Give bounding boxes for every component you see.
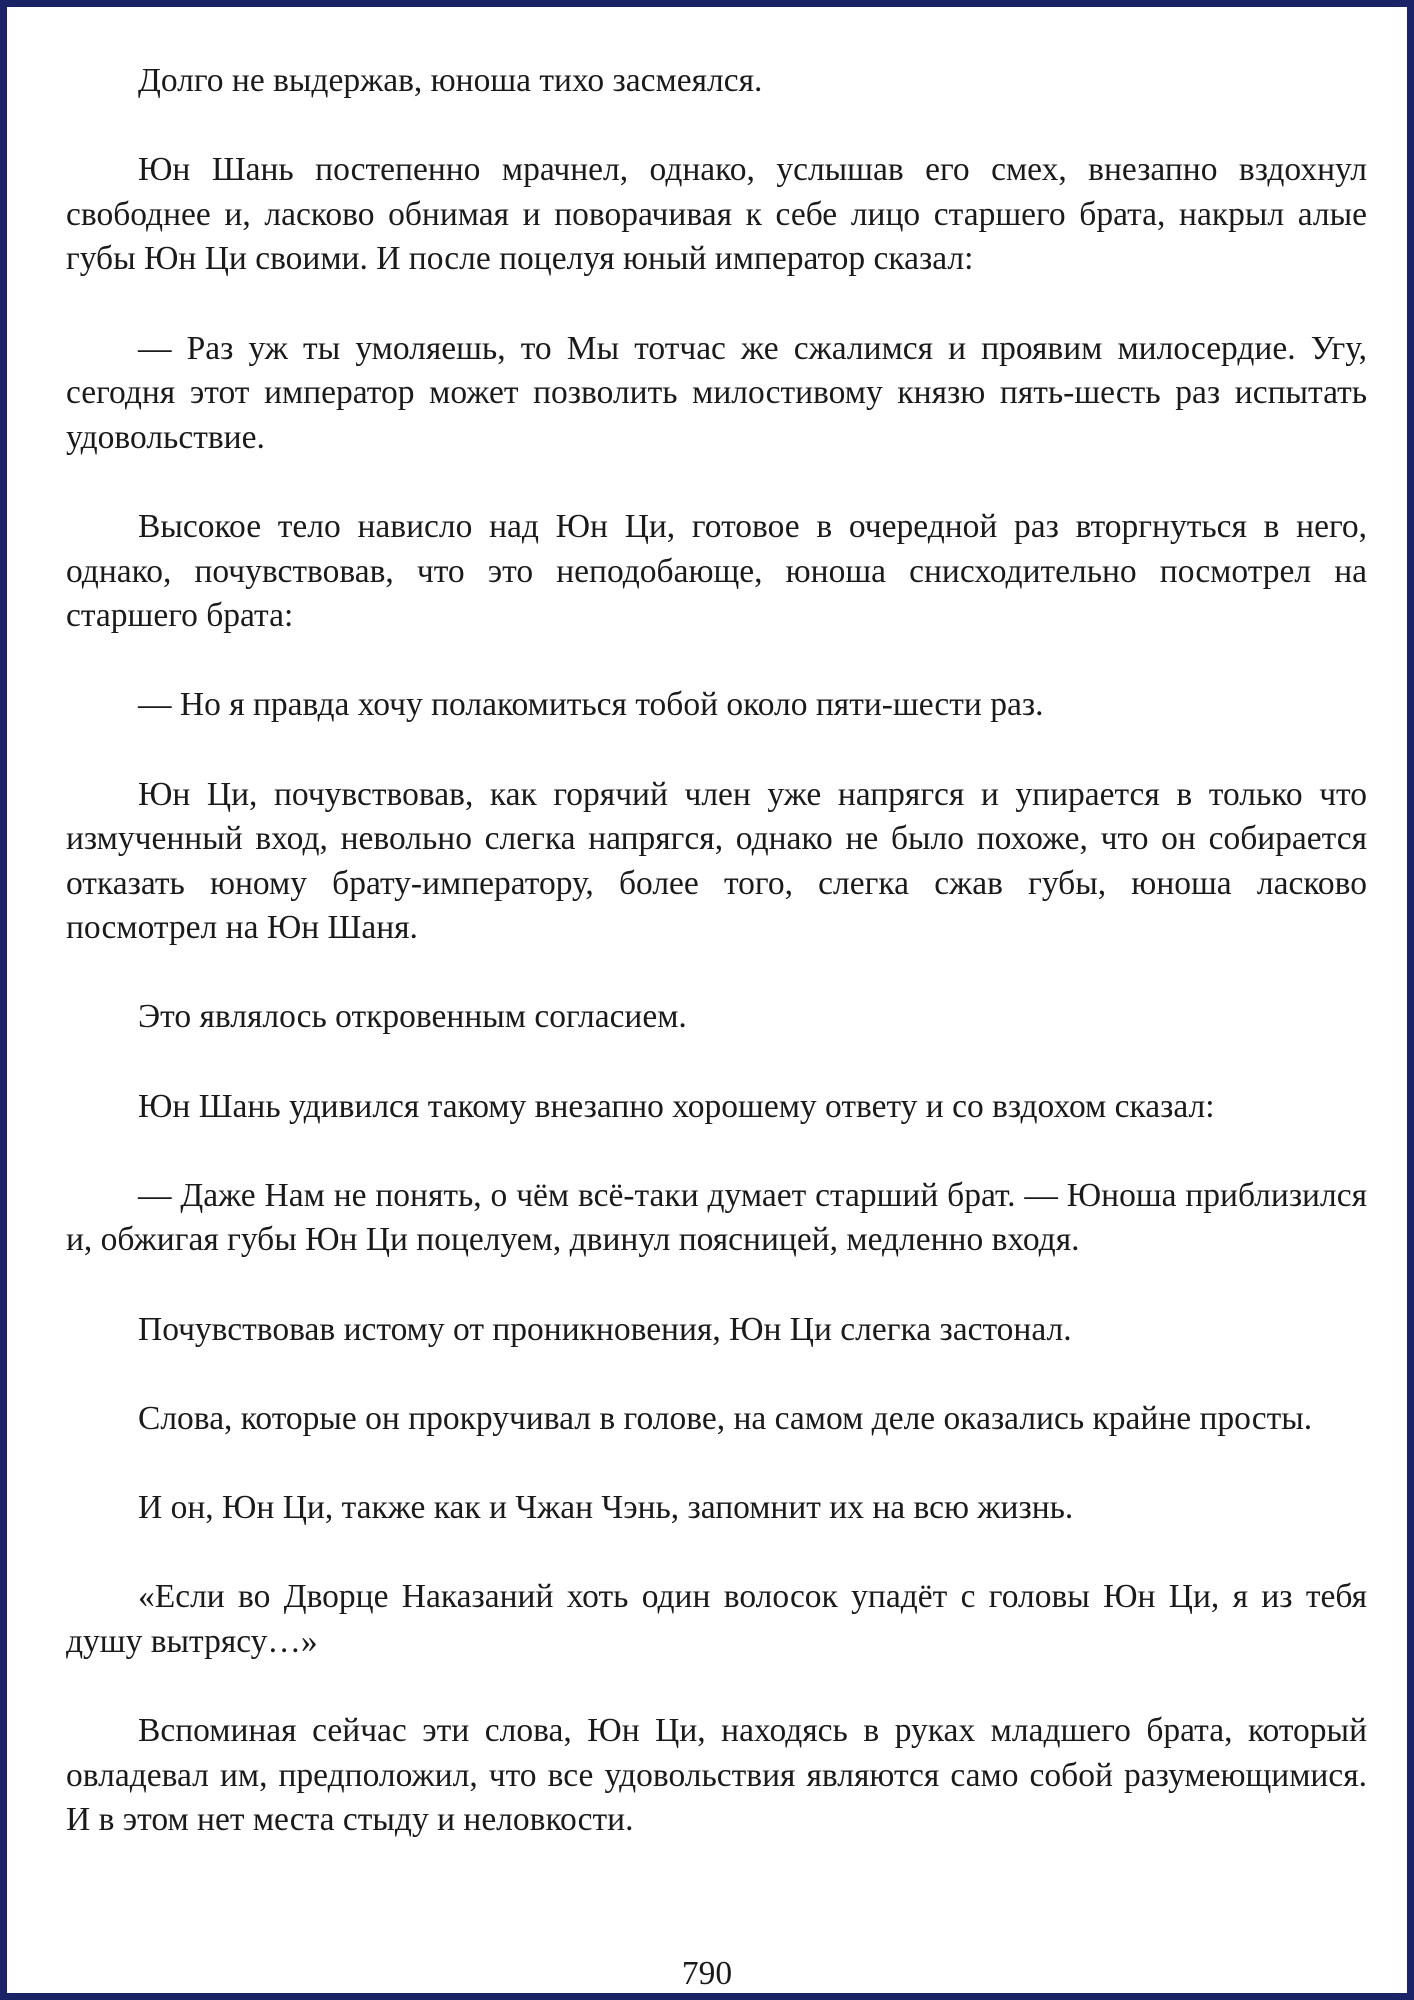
paragraph-2: Юн Шань постепенно мрачнел, однако, услышав его смех, внезапно вздохнул свободнее и, ласково обнимая и поворачивая к себе лицо старшего брата, накрыл алые губы Юн Ци своими. И после поцелуя юный император сказал: [66,151,1367,278]
paragraph-9: — Даже Нам не понять, о чём всё-таки думает старший брат. — Юноша приблизился и, обжигая губы Юн Ци поцелуем, двинул поясницей, медленно входя. [66,1176,1367,1259]
paragraph-3: — Раз уж ты умоляешь, то Мы тотчас же сжалимся и проявим милосердие. Угу, сегодня этот император может позволить милостивому князю пять-шесть раз испытать удовольствие. [66,329,1367,456]
page-number: 790 [681,1955,733,1992]
paragraph-13: «Если во Дворце Наказаний хоть один волосок упадёт с головы Юн Ци, я из тебя душу вытрясу…» [66,1578,1367,1660]
paragraph-4: Высокое тело нависло над Юн Ци, готовое в очередной раз вторгнуться в него, однако, почувствовав, что это неподобающе, юноша снисходительно посмотрел на старшего брата: [66,507,1367,635]
paragraph-1: Долго не выдержав, юноша тихо засмеялся. [138,62,763,99]
paragraph-8: Юн Шань удивился такому внезапно хорошему ответу и со вздохом сказал: [138,1087,1215,1125]
text-body [66,59,1367,1843]
paragraph-11: Слова, которые он прокручивал в голове, на самом деле оказались крайне просты. [138,1399,1313,1437]
paragraph-6: Юн Ци, почувствовав, как горячий член уже напрягся и упирается в только что измученный вход, невольно слегка напрягся, однако не было похоже, что он собирается отказать юному брату-императору, более того, слегка сжав губы, юноша ласково посмотрел на Юн Шаня. [66,775,1367,947]
paragraph-10: Почувствовав истому от проникновения, Юн Ци слегка застонал. [138,1310,1072,1348]
paragraph-14: Вспоминая сейчас эти слова, Юн Ци, находясь в руках младшего брата, который овладевал им, предположил, что все удовольствия являются само собой разумеющимися. И в этом нет места стыду и неловкости. [66,1711,1367,1839]
paragraph-5: — Но я правда хочу полакомиться тобой около пяти-шести раз. [138,686,1044,724]
paragraph-7: Это являлось откровенным согласием. [138,998,687,1036]
paragraph-12: И он, Юн Ци, также как и Чжан Чэнь, запомнит их на всю жизнь. [138,1489,1074,1526]
